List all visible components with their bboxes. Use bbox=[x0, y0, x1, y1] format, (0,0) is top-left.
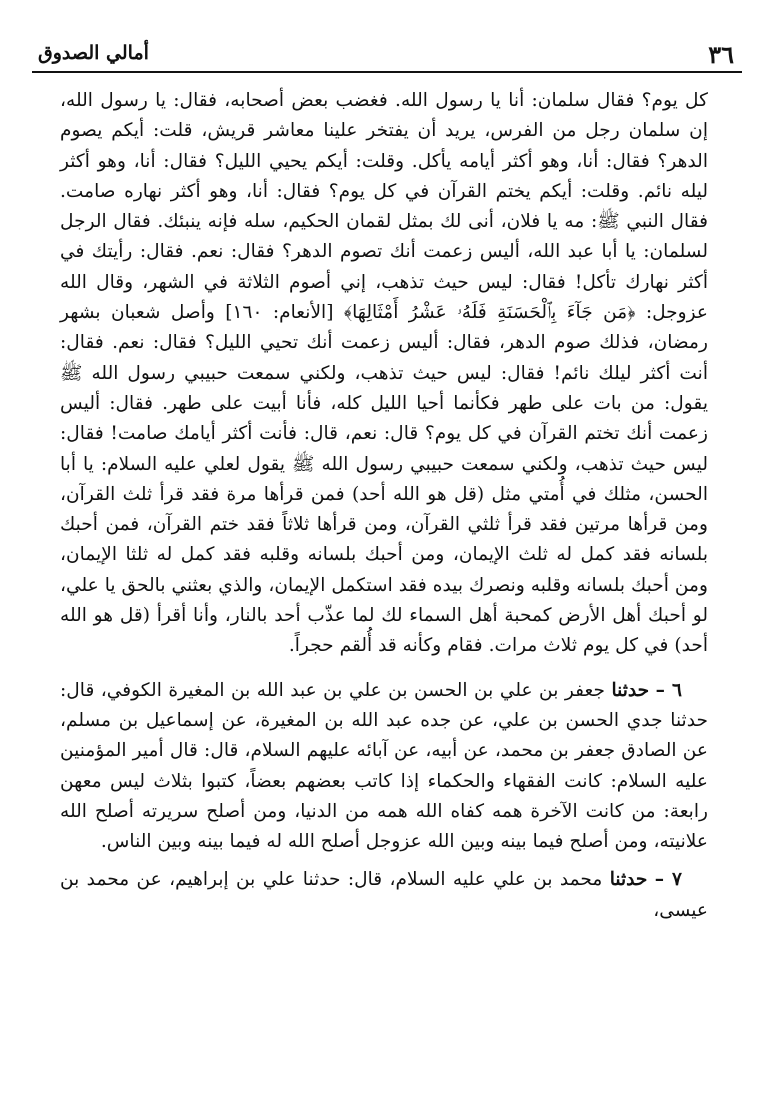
hadith-paragraph bbox=[60, 865, 708, 926]
hadith-opening-word: حدثنا bbox=[609, 869, 648, 891]
header-divider bbox=[32, 71, 742, 73]
paragraph-text: محمد بن علي عليه السلام، قال: حدثنا علي بن إبراهيم، عن محمد بن عيسى، bbox=[60, 869, 708, 921]
hadith-opening-word: حدثنا bbox=[611, 679, 650, 701]
book-title: أمالي الصدوق bbox=[38, 42, 149, 64]
page-body bbox=[60, 86, 708, 926]
hadith-paragraph bbox=[60, 676, 708, 858]
paragraph-text: كل يوم؟ فقال سلمان: أنا يا رسول الله. فغضب بعض أصحابه، فقال: يا رسول الله، إن سلمان رجل من الفرس، يريد أن يفتخر علينا معاشر قريش، قلت: أيكم يصوم الدهر؟ فقال: أنا، وهو أكثر أيامه يأكل. وقلت: أيكم يحيي الليل؟ فقال: أنا، وهو أكثر ليله نائم. وقلت: أيكم يختم القرآن في كل يوم؟ فقال: أنا، وهو أكثر نهاره صامت. فقال النبي ﷺ: مه يا فلان، أنى لك بمثل لقمان الحكيم، سله فإنه ينبئك. فقال الرجل لسلمان: يا أبا عبد الله، أليس زعمت أنك تصوم الدهر؟ فقال: نعم. فقال: رأيتك في أكثر نهارك تأكل! فقال: ليس حيث تذهب، إني أصوم الثلاثة في الشهر، وقال الله عزوجل: ﴿مَن جَآءَ بِٱلْحَسَنَةِ فَلَهُۥ عَشْرُ أَمْثَالِهَا﴾ [الأنعام: ١٦٠] وأصل شعبان بشهر رمضان، فذلك صوم الدهر، فقال: أليس زعمت أنك تحيي الليل؟ فقال: نعم. فقال: أنت أكثر ليلك نائم! فقال: ليس حيث تذهب، ولكني سمعت حبيبي رسول الله ﷺ يقول: من بات على طهر فكأنما أحيا الليل كله، فأنا أبيت على طهر. فقال: أليس زعمت أنك تختم القرآن في كل يوم؟ قال: نعم، قال: فأنت أكثر أيامك صامت! فقال: ليس حيث تذهب، ولكني سمعت حبيبي رسول الله ﷺ يقول لعلي عليه السلام: يا أبا الحسن، مثلك في أُمتي مثل (قل هو الله أحد) فمن قرأها مرة فقد قرأ ثلث القرآن، ومن قرأها مرتين فقد قرأ ثلثي القرآن، ومن قرأها ثلاثاً فقد ختم القرآن، فمن أحبك بلسانه فقد كمل له ثلث الإيمان، ومن أحبك بلسانه وقلبه فقد كمل له ثلثا الإيمان، ومن أحبك بلسانه وقلبه ونصرك بيده فقد استكمل الإيمان، والذي بعثني بالحق يا علي، لو أحبك أهل الأرض كمحبة أهل السماء لك لما عذّب أحد بالنار، وأنا أقرأ (قل هو الله أحد) في كل يوم ثلاث مرات. فقام وكأنه قد أُلقم حجراً. bbox=[60, 90, 708, 657]
page-header bbox=[32, 38, 742, 70]
page-number: ٣٦ bbox=[708, 40, 734, 69]
hadith-number: ٦ – bbox=[655, 679, 683, 701]
paragraph-text: جعفر بن علي بن الحسن بن علي بن عبد الله بن المغيرة الكوفي، قال: حدثنا جدي الحسن بن علي، عن جده عبد الله بن المغيرة، عن إسماعيل بن مسلم، عن الصادق جعفر بن محمد، عن أبيه، عن آبائه عليهم السلام، قال: قال أمير المؤمنين عليه السلام: كانت الفقهاء والحكماء إذا كاتب بعضهم بعضاً، كتبوا بثلاث ليس معهن رابعة: من كانت الآخرة همه كفاه الله همه من الدنيا، ومن أصلح سريرته أصلح الله علانيته، ومن أصلح فيما بينه وبين الله عزوجل أصلح الله له فيما بينه وبين الناس. bbox=[60, 679, 708, 853]
paragraph bbox=[60, 86, 708, 662]
hadith-number: ٧ – bbox=[654, 869, 682, 891]
